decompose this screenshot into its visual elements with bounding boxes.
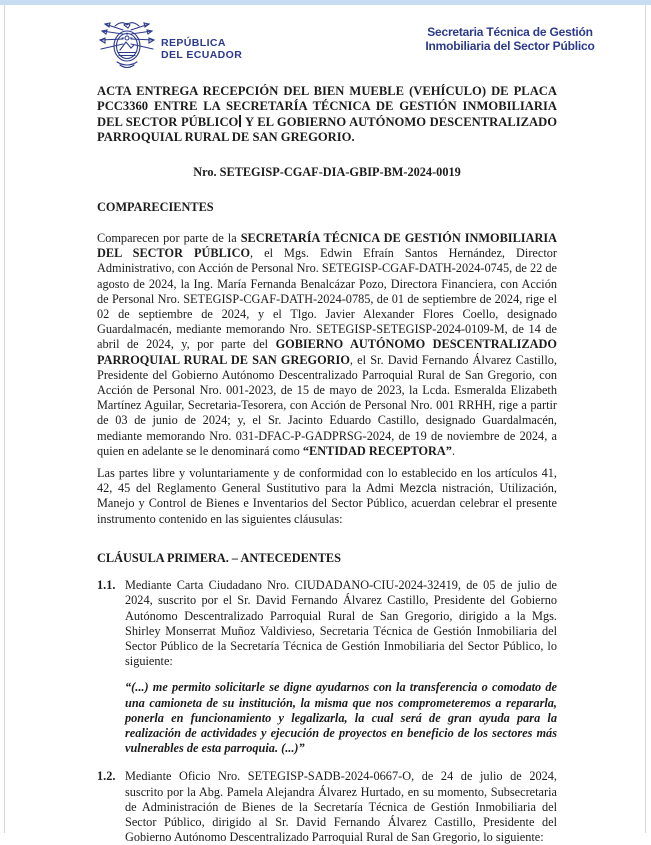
org-name-line2: Inmobiliaria del Sector Público [425, 38, 595, 53]
item-number: 1.1. [97, 578, 116, 593]
item-number: 1.2. [97, 769, 116, 784]
viewer-top-strip [0, 0, 651, 5]
document-page-content[interactable] [97, 84, 557, 845]
numbered-item-1-1[interactable] [97, 578, 557, 669]
ecuador-coat-of-arms-icon [97, 18, 157, 74]
numbered-item-1-2[interactable] [97, 769, 557, 845]
logo-caption-line2: DEL ECUADOR [161, 48, 243, 61]
item-text[interactable]: Mediante Carta Ciudadano Nro. CIUDADANO-CIU-2024-32419, de 05 de julio de 2024, suscrito por el Sr. David Fernando Álvarez Castillo, Presidente del Gobierno Autónomo Descentralizado Parroquial Rural de San Gregorio, dirigido a la Mgs. Shirley Monserrat Muñoz Valdivieso, Secretaria Técnica de Gestión Inmobiliaria del Sector Público de la Secretaría Técnica de Gestión Inmobiliaria del Sector Público, lo siguiente: [125, 578, 557, 669]
page-edge-left [4, 5, 5, 833]
document-header [97, 16, 625, 78]
comparecientes-heading[interactable]: COMPARECIENTES [97, 199, 214, 214]
clause-primera-heading[interactable]: CLÁUSULA PRIMERA. – ANTECEDENTES [97, 550, 341, 565]
text-caret [239, 115, 241, 127]
item-text[interactable]: Mediante Oficio Nro. SETEGISP-SADB-2024-0667-O, de 24 de julio de 2024, suscrito por la Abg. Pamela Alejandra Álvarez Hurtado, en su momento, Subsecretaria de Administración de Bienes de la Secretaría Técnica de Gestión Inmobiliaria del Sector Público, dirigido al Sr. David Fernando Álvarez Castillo, Presidente del Gobierno Autónomo Descentralizado Parroquial Rural de San Gregorio, lo siguiente: [125, 769, 557, 845]
logo-caption-line1: REPÚBLICA [161, 37, 226, 49]
document-number[interactable]: Nro. SETEGISP-CGAF-DIA-GBIP-BM-2024-0019 [193, 164, 461, 179]
document-title[interactable]: ACTA ENTREGA RECEPCIÓN DEL BIEN MUEBLE (VEHÍCULO) DE PLACA PCC3360 ENTRE LA SECRETARÍA TÉCNICA DE GESTIÓN INMOBILIARIA DEL SECTOR PÚBLICO Y EL GOBIERNO AUTÓNOMO DESCENTRALIZADO PARROQUIAL RURAL DE SAN GREGORIO. [97, 84, 557, 145]
paragraph-comparecen[interactable]: Comparecen por parte de la SECRETARÍA TÉCNICA DE GESTIÓN INMOBILIARIA DEL SECTOR PÚBLICO, el Mgs. Edwin Efraín Santos Hernández, Director Administrativo, con Acción de Personal Nro. SETEGISP-CGAF-DATH-2024-0745, de 22 de agosto de 2024, la Ing. María Fernanda Benalcázar Pozo, Directora Financiera, con Acción de Personal Nro. SETEGISP-CGAF-DATH-2024-0785, de 01 de septiembre de 2024, rige el 02 de septiembre de 2024, y el Tlgo. Javier Alexander Flores Coello, designado Guardalmacén, mediante memorando Nro. SETEGISP-SETEGISP-2024-0109-M, de 14 de abril de 2024, y, por parte del GOBIERNO AUTÓNOMO DESCENTRALIZADO PARROQUIAL RURAL DE SAN GREGORIO, el Sr. David Fernando Álvarez Castillo, Presidente del Gobierno Autónomo Descentralizado Parroquial Rural de San Gregorio, con Acción de Personal Nro. 001-2023, de 15 de mayo de 2023, la Lcda. Esmeralda Elizabeth Martínez Aguilar, Secretaria-Tesorera, con Acción de Personal Nro. 001 RRHH, rige a partir de 03 de junio de 2024; y, el Sr. Jacinto Eduardo Castillo, designado Guardalmacén, mediante memorando Nro. 031-DFAC-P-GADPRSG-2024, de 19 de noviembre de 2024, a quien en adelante se le denominará como “ENTIDAD RECEPTORA”. [97, 231, 557, 458]
quotation-block[interactable]: “(...) me permito solicitarle se digne ayudarnos con la transferencia o comodato de una camioneta de su institución, la misma que nos comprometeremos a repararla, ponerla en funcionamiento y legalizarla, la cual será de gran ayuda para la realización de actividades y ejecución de proyectos en beneficio de los sectores más vulnerables de esta parroquia. (...)” [125, 680, 557, 756]
page-edge-right [645, 5, 646, 833]
paragraph-las-partes[interactable]: Las partes libre y voluntariamente y de conformidad con lo establecido en los artículos 41, 42, 45 del Reglamento General Sustitutivo para la Admi Mezcla nistración, Utilización, Manejo y Control de Bienes e Inventarios del Sector Público, acuerdan celebrar el presente instrumento contenido en las siguientes cláusulas: [97, 466, 558, 526]
logo-caption [161, 38, 242, 61]
org-name-line1: Secretaria Técnica de Gestión [427, 25, 593, 39]
org-name [395, 26, 625, 53]
